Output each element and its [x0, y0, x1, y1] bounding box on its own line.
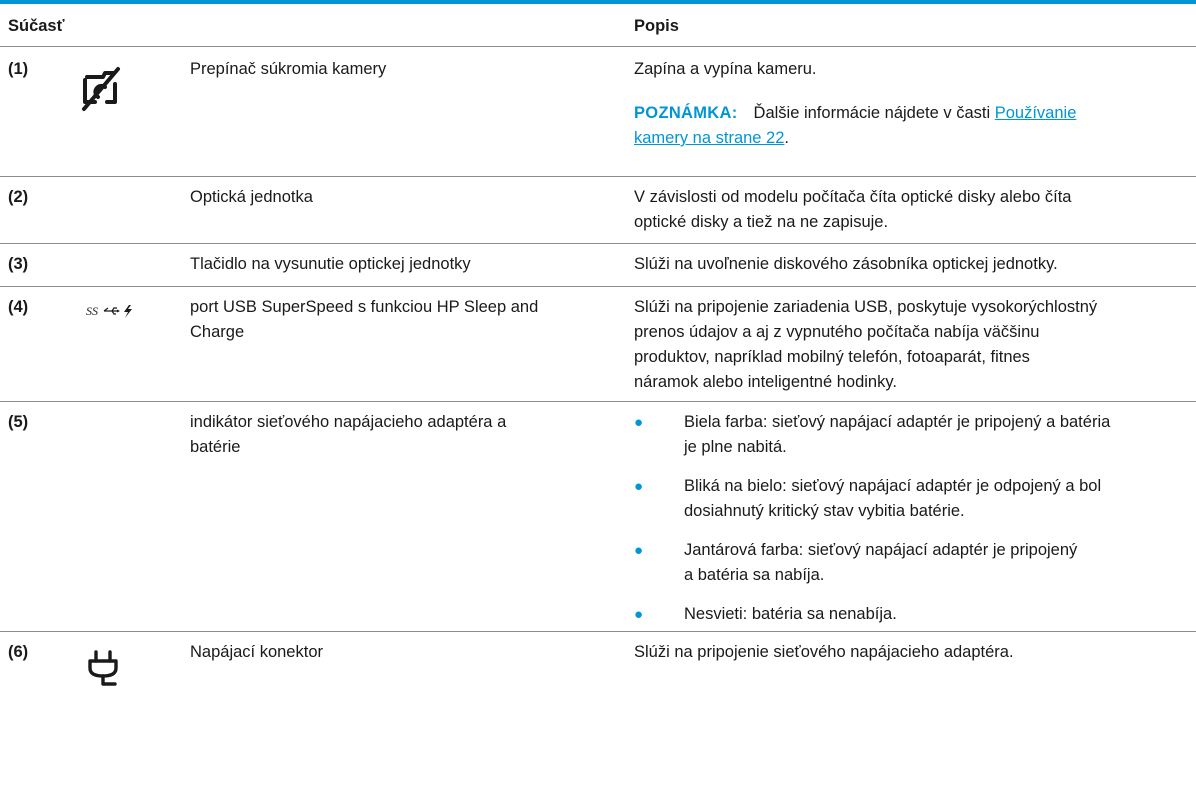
component-name — [190, 410, 575, 460]
power-connector-icon — [86, 650, 120, 688]
bullet-line: Biela farba: sieťový napájací adaptér je pripojený a batéria — [684, 413, 1111, 431]
usb-ss-label: SS — [86, 304, 98, 318]
note-text: Ďalšie informácie nájdete v časti — [753, 104, 991, 122]
table-header-row — [0, 4, 1196, 47]
list-item — [634, 538, 1184, 588]
name-line: batérie — [190, 438, 241, 456]
component-description — [634, 295, 1184, 395]
component-description — [634, 185, 1184, 235]
table-row — [0, 244, 1196, 287]
table-row — [0, 632, 1196, 702]
component-name — [190, 295, 575, 345]
table-row — [0, 47, 1196, 177]
description-text: Zapína a vypína kameru. — [634, 60, 817, 78]
camera-privacy-icon — [78, 66, 130, 112]
component-name: Napájací konektor — [190, 643, 323, 661]
bullet-line: je plne nabitá. — [684, 438, 787, 456]
row-number: (3) — [8, 255, 29, 273]
bullet-icon: ● — [634, 606, 644, 623]
table-row — [0, 177, 1196, 244]
description-line: prenos údajov a aj z vypnutého počítača nabíja väčšinu — [634, 323, 1040, 341]
table-row — [0, 287, 1196, 402]
note-label: POZNÁMKA: — [634, 104, 738, 122]
bullet-icon: ● — [634, 414, 644, 431]
component-description: Slúži na pripojenie sieťového napájacieho adaptéra. — [634, 643, 1014, 661]
name-line: port USB SuperSpeed s funkciou HP Sleep and — [190, 298, 539, 316]
list-item — [634, 602, 1184, 627]
component-description: Slúži na uvoľnenie diskového zásobníka optickej jednotky. — [634, 255, 1058, 273]
bullet-line: Nesvieti: batéria sa nenabíja. — [684, 605, 897, 623]
bullet-line: dosiahnutý kritický stav vybitia batérie. — [684, 502, 965, 520]
description-line: náramok alebo inteligentné hodinky. — [634, 373, 897, 391]
row-number: (6) — [8, 643, 29, 661]
bullet-line: a batéria sa nabíja. — [684, 566, 825, 584]
header-component: Súčasť — [8, 17, 65, 35]
status-bullet-list — [634, 410, 1184, 627]
bullet-icon: ● — [634, 542, 644, 559]
table-row — [0, 402, 1196, 632]
row-number: (1) — [8, 60, 29, 78]
header-description: Popis — [634, 17, 679, 35]
description-line: Slúži na pripojenie zariadenia USB, poskytuje vysokorýchlostný — [634, 298, 1098, 316]
name-line: Charge — [190, 323, 245, 341]
note-line-2 — [634, 126, 1184, 151]
usb-superspeed-charge-icon — [86, 303, 136, 319]
component-description — [634, 57, 1184, 151]
bullet-line: Jantárová farba: sieťový napájací adaptér je pripojený — [684, 541, 1078, 559]
bullet-line: Bliká na bielo: sieťový napájací adaptér je odpojený a bol — [684, 477, 1102, 495]
camera-usage-link-cont[interactable]: kamery na strane 22 — [634, 129, 785, 147]
list-item — [634, 474, 1184, 524]
note — [634, 101, 1184, 126]
component-name: Tlačidlo na vysunutie optickej jednotky — [190, 255, 471, 273]
description-line: V závislosti od modelu počítača číta optické disky alebo číta — [634, 188, 1072, 206]
description-line: optické disky a tiež na ne zapisuje. — [634, 213, 889, 231]
camera-usage-link[interactable]: Používanie — [994, 104, 1077, 122]
row-number: (5) — [8, 413, 29, 431]
row-number: (2) — [8, 188, 29, 206]
name-line: indikátor sieťového napájacieho adaptéra a — [190, 413, 507, 431]
component-name: Prepínač súkromia kamery — [190, 60, 387, 78]
component-name: Optická jednotka — [190, 188, 313, 206]
description-line: produktov, napríklad mobilný telefón, fotoaparát, fitnes — [634, 348, 1030, 366]
list-item — [634, 410, 1184, 460]
note-end: . — [784, 129, 790, 147]
row-number: (4) — [8, 298, 29, 316]
bullet-icon: ● — [634, 478, 644, 495]
